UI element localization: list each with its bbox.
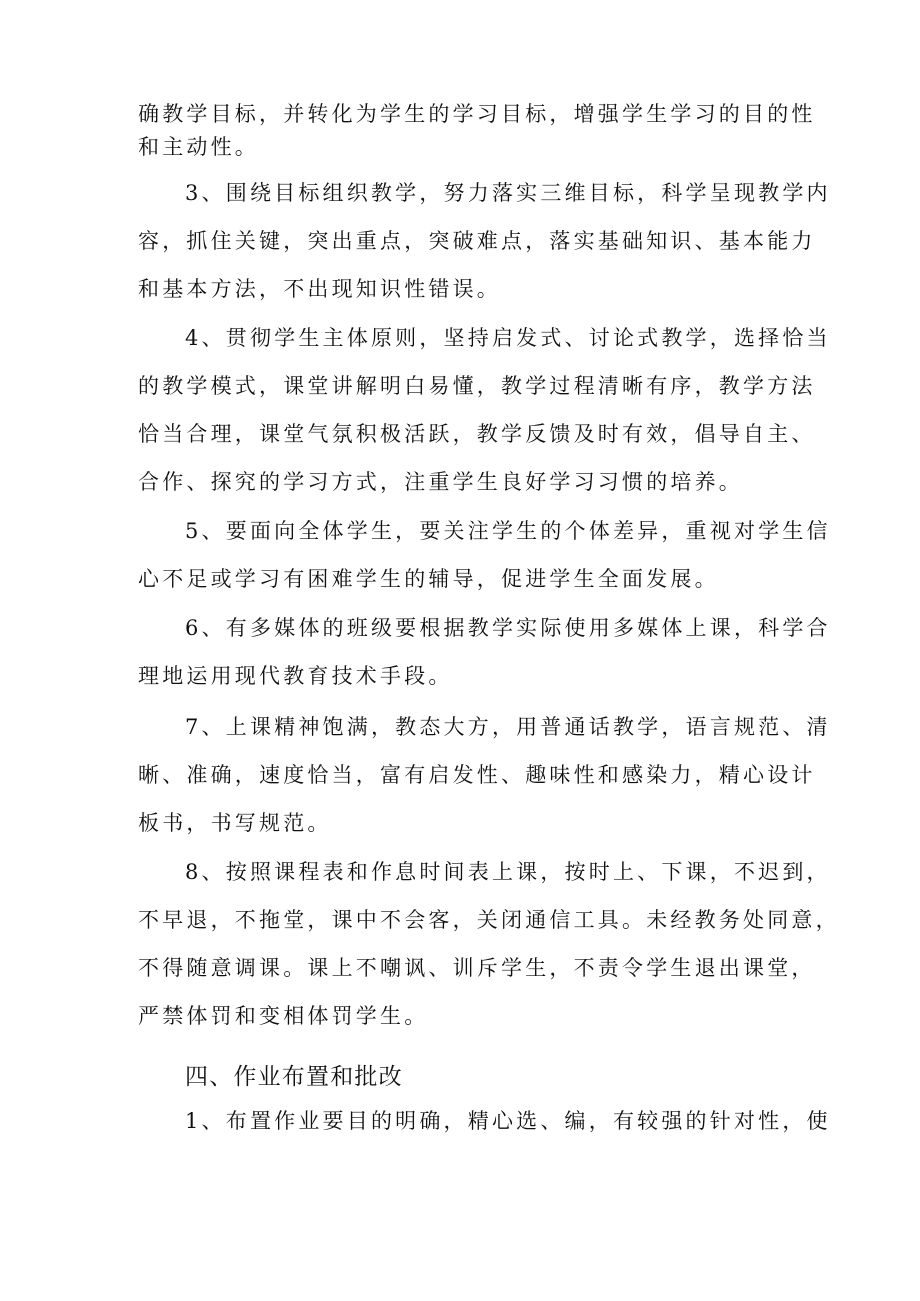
paragraph-item-5-line-2: 心不足或学习有困难学生的辅导，促进学生全面发展。 [138,567,719,591]
paragraph-item-7-line-1: 7、上课精神饱满，教态大方，用普通话教学，语言规范、清 [185,715,831,739]
paragraph-item-4-line-2: 的教学模式，课堂讲解明白易懂，教学过程清晰有序，教学方法 [138,374,816,398]
paragraph-homework-1-line-1: 1、布置作业要目的明确，精心选、编，有较强的针对性，使 [185,1109,831,1133]
paragraph-item-8-line-4: 严禁体罚和变相体罚学生。 [138,1004,429,1028]
paragraph-item-6-line-1: 6、有多媒体的班级要根据教学实际使用多媒体上课，科学合 [185,616,831,640]
paragraph-item-3-line-1: 3、围绕目标组织教学，努力落实三维目标，科学呈现教学内 [185,181,831,205]
paragraph-item-8-line-1: 8、按照课程表和作息时间表上课，按时上、下课，不迟到， [185,860,831,884]
paragraph-item-3-line-3: 和基本方法，不出现知识性错误。 [138,277,501,301]
paragraph-item-4-line-1: 4、贯彻学生主体原则，坚持启发式、讨论式教学，选择恰当 [185,326,831,350]
paragraph-continuation-line-2: 和主动性。 [138,135,259,159]
section-heading: 四、作业布置和批改 [185,1064,403,1090]
paragraph-item-7-line-2: 晰、准确，速度恰当，富有启发性、趣味性和感染力，精心设计 [138,763,816,787]
paragraph-item-5-line-1: 5、要面向全体学生，要关注学生的个体差异，重视对学生信 [185,519,831,543]
paragraph-item-6-line-2: 理地运用现代教育技术手段。 [138,664,453,688]
paragraph-item-4-line-3: 恰当合理，课堂气氛积极活跃，教学反馈及时有效，倡导自主、 [138,422,816,446]
paragraph-item-8-line-3: 不得随意调课。课上不嘲讽、训斥学生，不责令学生退出课堂， [138,956,816,980]
paragraph-item-4-line-4: 合作、探究的学习方式，注重学生良好学习习惯的培养。 [138,470,743,494]
paragraph-item-8-line-2: 不早退，不拖堂，课中不会客，关闭通信工具。未经教务处同意， [138,908,840,932]
paragraph-item-3-line-2: 容，抓住关键，突出重点，突破难点，落实基础知识、基本能力 [138,229,816,253]
paragraph-item-7-line-3: 板书，书写规范。 [138,811,332,835]
paragraph-continuation-line-1: 确教学目标，并转化为学生的学习目标，增强学生学习的目的性 [138,102,816,126]
